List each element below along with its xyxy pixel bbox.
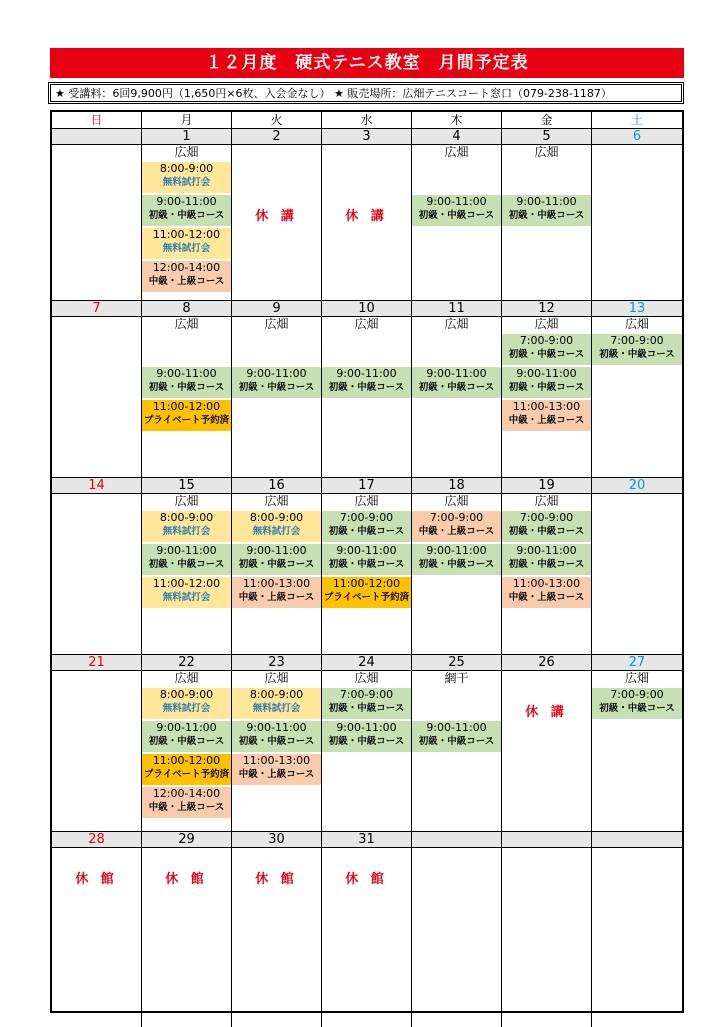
day-cell — [412, 317, 502, 477]
slot-label: プライベート予約済 — [143, 769, 230, 780]
lesson-slot — [412, 195, 501, 226]
lesson-slot — [502, 195, 591, 226]
fee-info: ★ 受講料：6回9,900円（1,650円×6枚、入会金なし） ★ 販売場所：広畑テニスコート窓口（079-238-1187） — [50, 84, 682, 102]
slot-list — [412, 162, 501, 226]
slot-time: 9:00-11:00 — [426, 367, 487, 380]
location-label: 広畑 — [534, 145, 559, 159]
weekday-sat: 土 — [630, 113, 643, 127]
location-label: 広畑 — [444, 145, 469, 159]
slot-list — [322, 688, 411, 752]
date-number — [52, 129, 142, 144]
lesson-slot — [142, 228, 231, 259]
day-cell — [142, 848, 232, 1027]
day-cell — [322, 671, 412, 831]
slot-label: 中級・上級コース — [148, 276, 225, 287]
location-label: 広畑 — [174, 317, 199, 331]
slot-time: 7:00-9:00 — [339, 688, 394, 701]
slot-time: 9:00-11:00 — [246, 367, 307, 380]
slot-label: 初級・中級コース — [508, 526, 585, 537]
date-number — [592, 832, 682, 847]
weekday-sun: 日 — [52, 112, 142, 128]
empty-slot — [412, 162, 501, 193]
slot-time: 9:00-11:00 — [156, 367, 217, 380]
slot-label: 初級・中級コース — [328, 559, 405, 570]
empty-slot — [412, 688, 501, 719]
lesson-slot — [412, 367, 501, 398]
slot-label: 初級・中級コース — [148, 210, 225, 221]
slot-list — [412, 688, 501, 752]
slot-time: 12:00-14:00 — [152, 787, 221, 800]
date-number: 5 — [502, 129, 592, 144]
day-cell — [142, 671, 232, 831]
lesson-slot — [502, 367, 591, 398]
lesson-slot — [232, 688, 321, 719]
date-number: 27 — [628, 655, 646, 670]
lesson-slot — [322, 544, 411, 575]
slot-list — [412, 334, 501, 398]
slot-label: 初級・中級コース — [238, 382, 315, 393]
date-number: 6 — [632, 129, 642, 144]
weekday-mon: 月 — [142, 112, 232, 128]
slot-label: 初級・中級コース — [599, 349, 675, 360]
slot-label: 無料試打会 — [162, 243, 211, 254]
slot-time: 9:00-11:00 — [156, 544, 217, 557]
date-number: 9 — [232, 301, 322, 316]
lesson-slot — [502, 400, 591, 431]
lesson-slot — [502, 334, 591, 365]
slot-time: 8:00-9:00 — [159, 511, 214, 524]
lesson-slot — [142, 511, 231, 542]
date-row — [52, 301, 682, 317]
slot-time: 8:00-9:00 — [249, 688, 304, 701]
day-cell — [592, 848, 682, 1027]
lesson-slot — [502, 544, 591, 575]
day-cell — [592, 671, 682, 831]
date-number: 22 — [142, 655, 232, 670]
slot-list — [232, 688, 321, 785]
day-cell — [232, 317, 322, 477]
slot-label: 初級・中級コース — [148, 559, 225, 570]
date-number: 15 — [142, 478, 232, 493]
lesson-slot — [142, 787, 231, 818]
day-cell — [412, 671, 502, 831]
date-number — [412, 832, 502, 847]
slot-time: 8:00-9:00 — [159, 162, 214, 175]
slot-time: 11:00-12:00 — [152, 400, 221, 413]
lesson-slot — [232, 367, 321, 398]
page-title: １２月度 硬式テニス教室 月間予定表 — [50, 48, 684, 78]
slot-time: 9:00-11:00 — [336, 721, 397, 734]
slot-list — [502, 511, 591, 608]
day-cell — [142, 494, 232, 654]
date-row — [52, 832, 682, 848]
slot-time: 9:00-11:00 — [426, 195, 487, 208]
day-cell — [502, 671, 592, 831]
closed-label: 休 館 — [345, 872, 388, 887]
slot-time: 11:00-13:00 — [512, 577, 581, 590]
slot-time: 8:00-9:00 — [249, 511, 304, 524]
weekday-tue: 火 — [232, 112, 322, 128]
date-row — [52, 478, 682, 494]
slot-label: 無料試打会 — [162, 526, 211, 537]
slot-list — [142, 688, 231, 818]
date-number: 3 — [322, 129, 412, 144]
calendar-week — [52, 478, 682, 655]
slot-label: 初級・中級コース — [238, 736, 315, 747]
lesson-slot — [142, 162, 231, 193]
lesson-slot — [592, 688, 682, 719]
slot-time: 9:00-11:00 — [336, 544, 397, 557]
slot-list — [592, 688, 682, 719]
slot-label: 初級・中級コース — [148, 382, 225, 393]
day-cell — [502, 848, 592, 1027]
slot-time: 7:00-9:00 — [519, 334, 574, 347]
location-label: 広畑 — [174, 145, 199, 159]
closed-label: 休 館 — [165, 872, 208, 887]
slot-label: 初級・中級コース — [418, 736, 495, 747]
slot-time: 9:00-11:00 — [426, 721, 487, 734]
slot-time: 7:00-9:00 — [610, 334, 664, 347]
lesson-slot — [322, 577, 411, 608]
location-label: 広畑 — [444, 494, 469, 508]
date-number: 19 — [502, 478, 592, 493]
closed-label: 休 館 — [255, 872, 298, 887]
calendar-week — [52, 301, 682, 478]
slot-time: 9:00-11:00 — [156, 195, 217, 208]
weekday-wed: 水 — [322, 112, 412, 128]
day-cell — [412, 494, 502, 654]
date-number: 31 — [322, 832, 412, 847]
lesson-slot — [592, 334, 682, 365]
slot-time: 11:00-13:00 — [512, 400, 581, 413]
slot-label: 中級・上級コース — [238, 592, 315, 603]
slot-label: プライベート予約済 — [143, 415, 230, 426]
slot-time: 9:00-11:00 — [246, 721, 307, 734]
slot-time: 9:00-11:00 — [516, 544, 577, 557]
day-cell — [142, 317, 232, 477]
slot-time: 9:00-11:00 — [516, 367, 577, 380]
slot-list — [322, 334, 411, 398]
slot-label: 初級・中級コース — [508, 559, 585, 570]
date-number — [502, 832, 592, 847]
day-cell — [592, 145, 682, 300]
lesson-slot — [142, 754, 231, 785]
lesson-slot — [142, 400, 231, 431]
slot-label: 中級・上級コース — [418, 526, 495, 537]
slot-list — [322, 511, 411, 608]
lesson-slot — [232, 754, 321, 785]
date-number: 18 — [412, 478, 502, 493]
lesson-slot — [142, 195, 231, 226]
day-cell — [52, 671, 142, 831]
weekday-header — [52, 112, 682, 129]
date-number: 30 — [232, 832, 322, 847]
lesson-slot — [322, 511, 411, 542]
lesson-slot — [142, 688, 231, 719]
location-label: 網干 — [444, 671, 469, 685]
slot-label: 無料試打会 — [162, 592, 211, 603]
slot-time: 9:00-11:00 — [516, 195, 577, 208]
empty-slot — [322, 334, 411, 365]
day-cell — [322, 145, 412, 300]
slot-time: 12:00-14:00 — [152, 261, 221, 274]
location-label: 広畑 — [354, 671, 379, 685]
location-label: 広畑 — [264, 671, 289, 685]
date-number: 29 — [142, 832, 232, 847]
day-cell — [502, 145, 592, 300]
location-label: 広畑 — [174, 671, 199, 685]
date-number: 10 — [322, 301, 412, 316]
slot-time: 7:00-9:00 — [339, 511, 394, 524]
lesson-slot — [322, 367, 411, 398]
date-number: 7 — [52, 301, 142, 316]
slot-time: 9:00-11:00 — [336, 367, 397, 380]
lesson-slot — [142, 544, 231, 575]
date-number: 16 — [232, 478, 322, 493]
day-cell — [502, 494, 592, 654]
slot-time: 11:00-13:00 — [242, 754, 311, 767]
slot-label: 初級・中級コース — [328, 382, 405, 393]
day-cell — [412, 145, 502, 300]
slot-time: 11:00-13:00 — [242, 577, 311, 590]
closed-label: 休 館 — [75, 872, 118, 887]
lesson-slot — [412, 511, 501, 542]
slot-time: 9:00-11:00 — [246, 544, 307, 557]
slot-label: 初級・中級コース — [508, 210, 585, 221]
slot-label: プライベート予約済 — [323, 592, 410, 603]
closed-label: 休 講 — [255, 209, 298, 224]
slot-label: 無料試打会 — [252, 703, 301, 714]
location-label: 広畑 — [264, 317, 289, 331]
slot-list — [232, 334, 321, 398]
slot-label: 初級・中級コース — [508, 349, 585, 360]
slot-list — [142, 334, 231, 431]
day-cell — [232, 494, 322, 654]
day-cell — [52, 848, 142, 1027]
slot-time: 11:00-12:00 — [332, 577, 401, 590]
date-number: 26 — [502, 655, 592, 670]
day-cell — [412, 848, 502, 1027]
closed-label: 休 講 — [345, 209, 388, 224]
day-cell — [232, 671, 322, 831]
day-cell — [322, 848, 412, 1027]
lesson-slot — [142, 261, 231, 292]
day-cell — [232, 848, 322, 1027]
slot-label: 初級・中級コース — [238, 559, 315, 570]
location-label: 広畑 — [534, 494, 559, 508]
slot-label: 初級・中級コース — [148, 736, 225, 747]
slot-time: 7:00-9:00 — [429, 511, 484, 524]
location-label: 広畑 — [624, 671, 649, 685]
slot-label: 無料試打会 — [162, 703, 211, 714]
empty-slot — [142, 334, 231, 365]
location-label: 広畑 — [534, 317, 559, 331]
lesson-slot — [232, 544, 321, 575]
lesson-slot — [232, 721, 321, 752]
calendar-week — [52, 655, 682, 832]
slot-list — [232, 511, 321, 608]
slot-list — [502, 162, 591, 226]
location-label: 広畑 — [354, 317, 379, 331]
slot-label: 中級・上級コース — [148, 802, 225, 813]
day-cell — [592, 494, 682, 654]
date-number: 8 — [142, 301, 232, 316]
date-number: 17 — [322, 478, 412, 493]
slot-time: 11:00-12:00 — [152, 577, 221, 590]
lesson-slot — [322, 688, 411, 719]
lesson-slot — [322, 721, 411, 752]
slot-time: 7:00-9:00 — [610, 688, 664, 701]
lesson-slot — [142, 367, 231, 398]
lesson-slot — [502, 511, 591, 542]
day-cell — [52, 317, 142, 477]
weekday-thu: 木 — [412, 112, 502, 128]
slot-label: 初級・中級コース — [328, 736, 405, 747]
slot-time: 9:00-11:00 — [156, 721, 217, 734]
day-cell — [52, 494, 142, 654]
date-number: 12 — [502, 301, 592, 316]
slot-time: 8:00-9:00 — [159, 688, 214, 701]
slot-label: 中級・上級コース — [238, 769, 315, 780]
day-cell — [142, 145, 232, 300]
date-number: 13 — [628, 301, 646, 316]
slot-time: 7:00-9:00 — [519, 511, 574, 524]
lesson-slot — [232, 511, 321, 542]
lesson-slot — [142, 577, 231, 608]
slot-list — [412, 511, 501, 575]
calendar-week — [52, 129, 682, 301]
slot-label: 初級・中級コース — [328, 526, 405, 537]
slot-label: 無料試打会 — [162, 177, 211, 188]
location-label: 広畑 — [624, 317, 649, 331]
date-number: 21 — [52, 655, 142, 670]
date-number: 24 — [322, 655, 412, 670]
date-number: 28 — [52, 832, 142, 847]
date-number: 20 — [628, 478, 646, 493]
lesson-slot — [412, 544, 501, 575]
date-row — [52, 655, 682, 671]
slot-time: 11:00-12:00 — [152, 754, 221, 767]
lesson-slot — [232, 577, 321, 608]
empty-slot — [502, 162, 591, 193]
location-label: 広畑 — [354, 494, 379, 508]
day-cell — [322, 317, 412, 477]
closed-label: 休 講 — [525, 705, 568, 720]
day-cell — [592, 317, 682, 477]
slot-time: 11:00-12:00 — [152, 228, 221, 241]
date-number: 1 — [142, 129, 232, 144]
slot-list — [592, 334, 682, 365]
date-number: 25 — [412, 655, 502, 670]
slot-label: 無料試打会 — [252, 526, 301, 537]
slot-time: 9:00-11:00 — [426, 544, 487, 557]
slot-label: 初級・中級コース — [599, 703, 675, 714]
location-label: 広畑 — [174, 494, 199, 508]
slot-list — [142, 162, 231, 292]
date-number: 2 — [232, 129, 322, 144]
day-cell — [502, 317, 592, 477]
location-label: 広畑 — [264, 494, 289, 508]
slot-label: 初級・中級コース — [418, 210, 495, 221]
date-row — [52, 129, 682, 145]
slot-label: 中級・上級コース — [508, 592, 585, 603]
slot-label: 初級・中級コース — [328, 703, 405, 714]
slot-label: 初級・中級コース — [508, 382, 585, 393]
slot-list — [502, 334, 591, 431]
empty-slot — [232, 334, 321, 365]
lesson-slot — [142, 721, 231, 752]
slot-label: 中級・上級コース — [508, 415, 585, 426]
date-number: 4 — [412, 129, 502, 144]
weekday-fri: 金 — [502, 112, 592, 128]
calendar — [50, 110, 684, 1013]
slot-label: 初級・中級コース — [418, 559, 495, 570]
slot-label: 初級・中級コース — [418, 382, 495, 393]
date-number: 11 — [412, 301, 502, 316]
location-label: 広畑 — [444, 317, 469, 331]
date-number: 23 — [232, 655, 322, 670]
calendar-week — [52, 832, 682, 1027]
day-cell — [322, 494, 412, 654]
empty-slot — [412, 334, 501, 365]
lesson-slot — [412, 721, 501, 752]
lesson-slot — [502, 577, 591, 608]
slot-list — [142, 511, 231, 608]
day-cell — [52, 145, 142, 300]
day-cell — [232, 145, 322, 300]
date-number: 14 — [52, 478, 142, 493]
